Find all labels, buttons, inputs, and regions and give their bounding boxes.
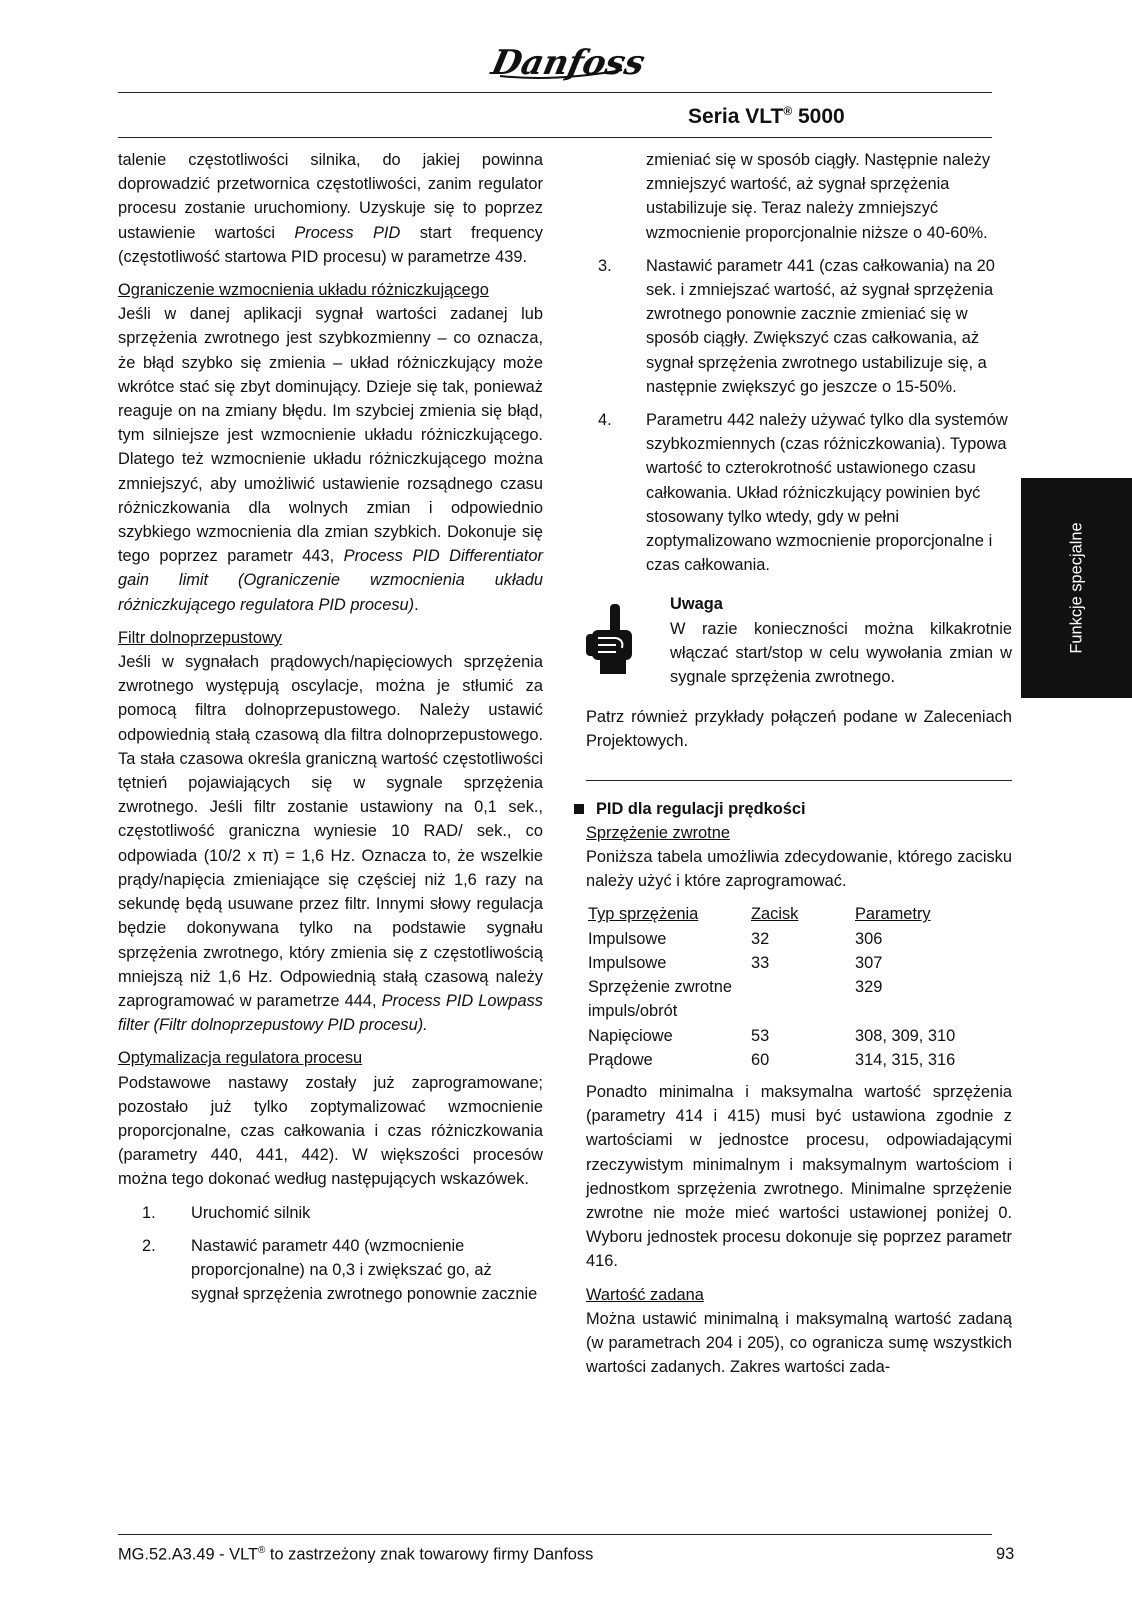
- table-row: Napięciowe 53 308, 309, 310: [588, 1026, 956, 1045]
- steps-list-left: [118, 1201, 543, 1307]
- footer-document-info: MG.52.A3.49 - VLT® to zastrzeżony znak towarowy firmy Danfoss: [118, 1545, 594, 1564]
- square-bullet-icon: [574, 804, 584, 814]
- table-row: Prądowe 60 314, 315, 316: [588, 1050, 956, 1069]
- list-item: 1. Uruchomić silnik: [142, 1203, 311, 1222]
- heading-feedback: Sprzężenie zwrotne: [586, 823, 730, 842]
- header-rule-top: [118, 92, 992, 93]
- side-tab-special-functions: [1021, 478, 1132, 698]
- note-title: Uwaga: [670, 595, 723, 614]
- list-item: 4. Parametru 442 należy używać tylko dla systemów szybkozmiennych (czas różniczkowania). Typowa wartość to czterokrotność ustawionego czasu całkowania. Układ różniczkujący powinien być stosowany tylko wtedy, gdy w pełni zoptymalizowano wzmocnienie proporcjonalne i czas całkowania.: [598, 411, 1008, 575]
- table-row: Sprzężenie zwrotne impuls/obrót 329: [588, 978, 883, 1021]
- section-title: PID dla regulacji prędkości: [574, 797, 1012, 821]
- feedback-table: [588, 902, 955, 1071]
- steps-list-right: [586, 254, 1012, 578]
- page-number: 93: [996, 1545, 1015, 1563]
- series-title: Seria VLT® 5000: [688, 104, 845, 128]
- paragraph-setpoint: Można ustawić minimalną i maksymalną wartość zadaną (w parametrach 204 i 205), co ogranicza sumę wszystkich wartości zadanych. Zakres wartości zada-: [586, 1309, 1012, 1377]
- left-column: [118, 148, 543, 1315]
- list-item: 3. Nastawić parametr 441 (czas całkowania) na 20 sek. i zmniejszać wartość, aż sygnał sprzężenia zwrotnego ponownie zacznie zmieniać się w sposób ciągły. Zwiększyć czas całkowania, aż sygnał sprzężenia zwrotnego ustabilizuje się, a następnie zwiększyć go jeszcze o 15-50%.: [598, 256, 995, 396]
- header-rule-bottom: [118, 137, 992, 138]
- note-text: W razie konieczności można kilkakrotnie włączać start/stop w celu wywołania zmian w sygnale sprzężenia zwrotnego.: [670, 619, 1012, 687]
- table-header-row: Typ sprzężenia Zacisk Parametry: [588, 905, 931, 924]
- section-rule: [586, 780, 1012, 781]
- danfoss-logo: [488, 36, 649, 88]
- table-row: Impulsowe 32 306: [588, 929, 883, 948]
- paragraph-see-also: Patrz również przykłady połączeń podane w Zaleceniach Projektowych.: [586, 708, 1012, 751]
- side-tab-label: Funkcje specjalne: [1067, 522, 1085, 654]
- table-row: Impulsowe 33 307: [588, 953, 883, 972]
- note-box: [586, 592, 1012, 689]
- heading-lowpass-filter: Filtr dolnoprzepustowy: [118, 628, 282, 647]
- right-column: [586, 148, 1012, 1388]
- footer-rule: [118, 1534, 992, 1535]
- heading-setpoint: Wartość zadana: [586, 1285, 704, 1304]
- paragraph-feedback: Poniższa tabela umożliwia zdecydowanie, którego zacisku należy użyć i które zaprogramować.: [586, 848, 1012, 891]
- paragraph-start-frequency: talenie częstotliwości silnika, do jakiej powinna doprowadzić przetwornica częstotliwości, zanim regulator procesu zostanie uruchomiony. Uzyskuje się to poprzez ustawienie wartości Process PID start frequency (częstotliwość startowa PID procesu) w parametrze 439.: [118, 151, 544, 266]
- heading-differentiator-limit: Ograniczenie wzmocnienia układu różniczkującego: [118, 281, 489, 300]
- list-item: 2. Nastawić parametr 440 (wzmocnienie proporcjonalne) na 0,3 i zwiększać go, aż sygnał sprzężenia zwrotnego ponownie zacznie: [142, 1236, 538, 1304]
- paragraph-process-optimization: Podstawowe nastawy zostały już zaprogramowane; pozostało już tylko zoptymalizować wzmocnienie proporcjonalne, czas całkowania i czas różniczkowania (parametry 440, 441, 442). W większości procesów można tego dokonać według następujących wskazówek.: [118, 1073, 543, 1189]
- pointing-hand-icon: [586, 592, 670, 689]
- paragraph-differentiator-limit: Jeśli w danej aplikacji sygnał wartości zadanej lub sprzężenia zwrotnego jest szybkozmienny – co oznacza, że błąd szybko się zmienia – układ różniczkujący może wkrótce stać się zbyt dominujący. Dzieje się tak, ponieważ reaguje on na zmiany błędu. Im szybciej zmienia się błąd, tym silniejsze jest wzmocnienie układu różniczkującego. Dlatego też wzmocnienie układu różniczkującego można zmniejszyć, aby umożliwić ustawienie rozsądnego czasu różniczkowania dla wolnych zmian i odpowiednio szybkiego wzmocnienia dla zmian szybkich. Dokonuje się tego poprzez parametr 443, Process PID Differentiator gain limit (Ograniczenie wzmocnienia układu różniczkującego regulatora PID procesu).: [118, 305, 543, 614]
- paragraph-feedback-minmax: Ponadto minimalna i maksymalna wartość sprzężenia (parametry 414 i 415) musi być ustawiona zgodnie z wartościami w jednostce procesu, odpowiadającymi rzeczywistym minimalnym i maksymalnym wartościom i jednostkom sprzężenia zwrotnego. Minimalne sprzężenie zwrotne nie może mieć wartości ustawionej poniżej 0. Wyboru jednostek procesu dokonuje się poprzez parametr 416.: [586, 1082, 1012, 1271]
- svg-text:Danfoss: Danfoss: [488, 43, 649, 83]
- paragraph-lowpass-filter: Jeśli w sygnałach prądowych/napięciowych sprzężenia zwrotnego występują oscylacje, można je stłumić za pomocą filtra dolnoprzepustowego. Należy ustawić odpowiednią stałą czasową dla filtra dolnoprzepustowego. Ta stała czasowa określa graniczną wartość częstotliwości tętnień pojawiających się w sygnale sprzężenia zwrotnego. Jeśli filtr zostanie ustawiony na 0,1 sek., częstotliwość graniczna wyniesie 10 RAD/ sek., co odpowiada (10/2 x π) = 1,6 Hz. Oznacza to, że wszelkie prądy/napięcia zmieniające się częściej niż 1,6 razy na sekundę będą usuwane przez filtr. Innymi słowy regulacja będzie dokonywana tylko na podstawie sygnału sprzężenia zwrotnego, który zmienia się z częstotliwością mniejszą niż 1,6 Hz. Odpowiednią stałą czasową należy zaprogramować w parametrze 444, Process PID Lowpass filter (Filtr dolnoprzepustowy PID procesu).: [118, 653, 543, 1035]
- paragraph-step-2-continued: zmieniać się w sposób ciągły. Następnie należy zmniejszyć wartość, aż sygnał sprzężenia ustabilizuje się. Teraz należy zmniejszyć wzmocnienie proporcjonalnie niższe o 40-60%.: [646, 151, 991, 242]
- heading-process-optimization: Optymalizacja regulatora procesu: [118, 1049, 363, 1068]
